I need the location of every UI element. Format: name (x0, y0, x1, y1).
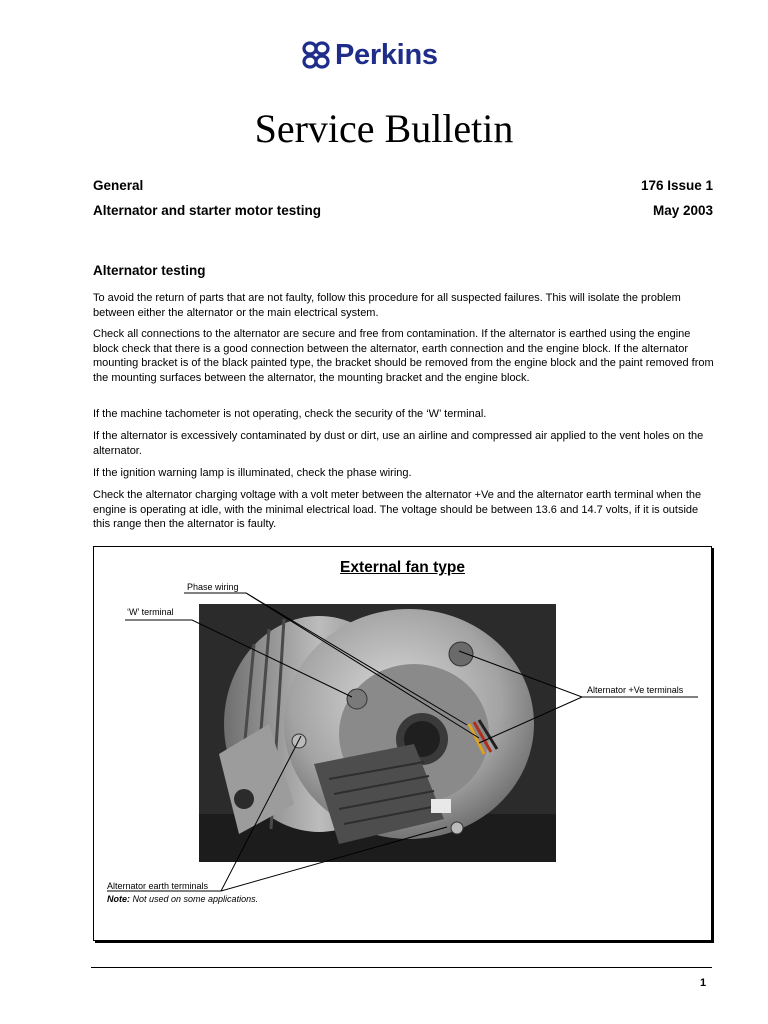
paragraph: Check the alternator charging voltage with a volt meter between the alternator +Ve and the alternator earth terminal when the engine is operating at idle, with the minimal electrical load. The voltage should be between 13.6 and 14.7 volts, if it is outside this range then the alternator is faulty. (93, 489, 702, 531)
bulletin-meta-row-1 (93, 178, 713, 194)
paragraph: If the ignition warning lamp is illuminated, check the phase wiring. (93, 467, 412, 479)
paragraph: If the machine tachometer is not operating, check the security of the ‘W’ terminal. (93, 408, 487, 420)
page-title: Service Bulletin (254, 106, 514, 151)
note-label: Note: (107, 894, 130, 904)
section-heading: Alternator testing (93, 263, 206, 278)
label-w-terminal: ‘W’ terminal (127, 607, 174, 617)
footer-rule (91, 967, 712, 968)
paragraph: Check all connections to the alternator are secure and free from contamination. If the alternator is earthed using the engine block check that there is a good connection between the alternator, earth connection and the engine block. If the alternator mounting bracket is of the black painted type, the bracket should be removed from the engine block and the paint removed from the mounting surfaces between the alternator, the mounting bracket and the engine block. (93, 328, 714, 385)
bulletin-number: 176 Issue 1 (640, 178, 713, 193)
label-phase-wiring: Phase wiring (187, 582, 239, 592)
note-text: Not used on some applications. (130, 894, 259, 904)
figure-box (93, 546, 712, 941)
bulletin-date: May 2003 (652, 203, 713, 218)
label-positive-terminals: Alternator +Ve terminals (587, 685, 684, 695)
bulletin-category: General (93, 178, 144, 193)
perkins-logo (301, 38, 438, 72)
paragraph: To avoid the return of parts that are not faulty, follow this procedure for all suspected failures. This will isolate the problem between either the alternator or the main electrical system. (93, 292, 681, 319)
page-number: 1 (700, 977, 707, 989)
bulletin-meta-row-2 (93, 203, 713, 219)
label-earth-terminals: Alternator earth terminals (107, 881, 209, 891)
perkins-clover-icon (301, 40, 331, 70)
bulletin-subject: Alternator and starter motor testing (93, 203, 322, 218)
brand-name: Perkins (335, 39, 438, 71)
figure-title: External fan type (340, 559, 465, 576)
leader-lines (94, 547, 713, 942)
paragraph: If the alternator is excessively contaminated by dust or dirt, use an airline and compressed air applied to the vent holes on the alternator. (93, 430, 704, 457)
